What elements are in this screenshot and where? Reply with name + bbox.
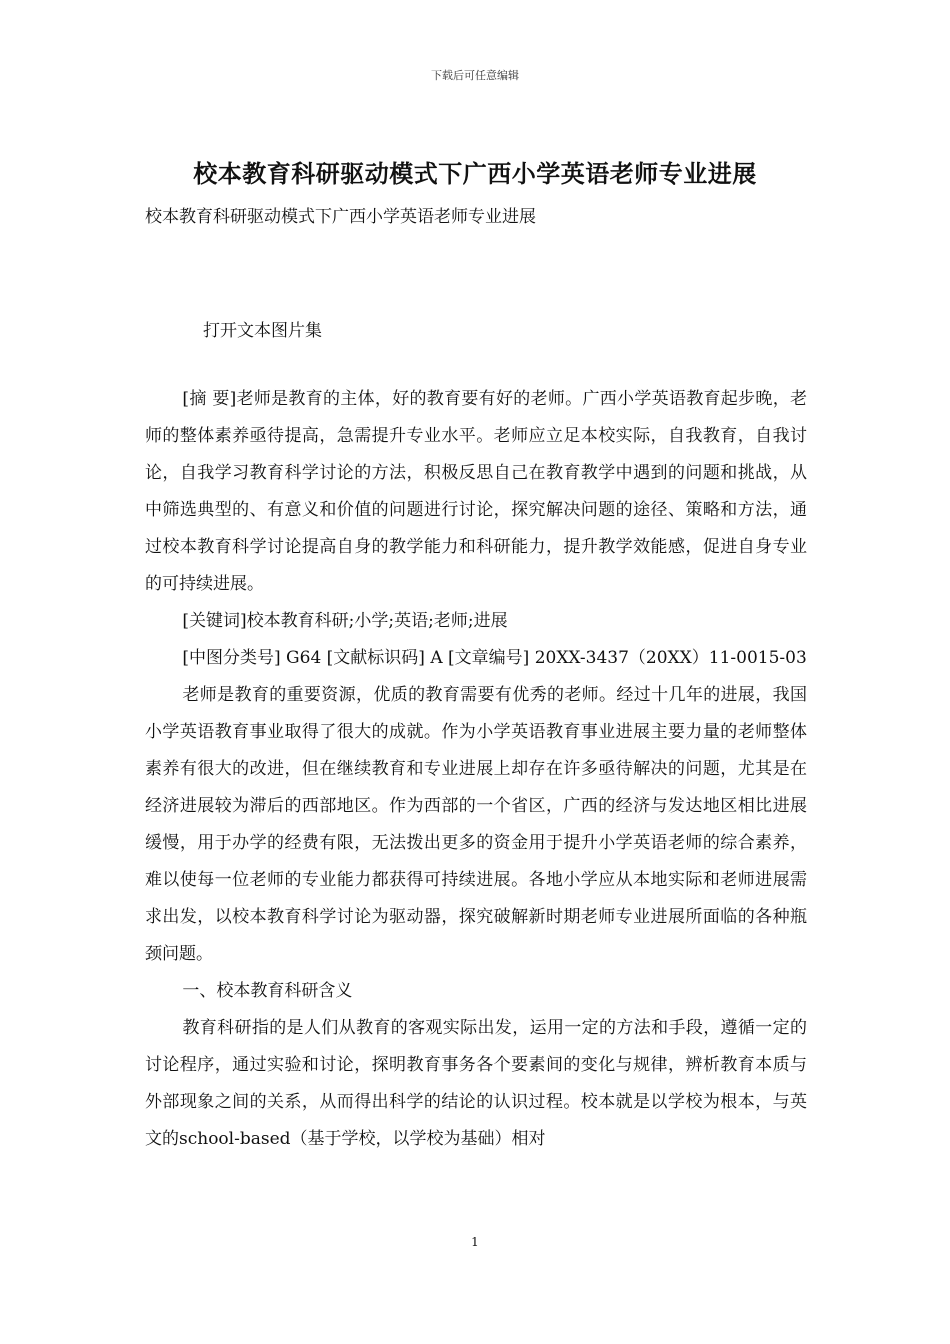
abstract-paragraph: [摘 要]老师是教育的主体，好的教育要有好的老师。广西小学英语教育起步晚，老师的整体素养亟待提高，急需提升专业水平。老师应立足本校实际，自我教育，自我讨论，自我学习教育科学讨论的方法，积极反思自己在教育教学中遇到的问题和挑战，从中筛选典型的、有意义和价值的问题进行讨论，探究解决问题的途径、策略和方法，通过校本教育科学讨论提高自身的教学能力和科研能力，提升教学效能感，促进自身专业的可持续进展。	[145, 389, 807, 594]
image-collection-link[interactable]: 打开文本图片集	[203, 321, 322, 341]
document-subtitle: 校本教育科研驱动模式下广西小学英语老师专业进展	[145, 207, 536, 227]
classification-paragraph: [中图分类号] G64 [文献标识码] A [文章编号] 20XX-3437（20XX）11-0015-03	[182, 648, 807, 668]
header-note: 下载后可任意编辑	[431, 69, 519, 82]
document-body	[145, 381, 807, 1158]
section-heading: 一、校本教育科研含义	[182, 981, 353, 1001]
body-paragraph: 教育科研指的是人们从教育的客观实际出发，运用一定的方法和手段，遵循一定的讨论程序，通过实验和讨论，探明教育事务各个要素间的变化与规律，辨析教育本质与外部现象之间的关系，从而得出科学的结论的认识过程。校本就是以学校为根本，与英文的school-based（基于学校，以学校为基础）相对	[145, 1018, 807, 1149]
page-number: 1	[471, 1235, 479, 1249]
document-title: 校本教育科研驱动模式下广西小学英语老师专业进展	[193, 159, 757, 188]
body-paragraph: 老师是教育的重要资源，优质的教育需要有优秀的老师。经过十几年的进展，我国小学英语教育事业取得了很大的成就。作为小学英语教育事业进展主要力量的老师整体素养有很大的改进，但在继续教育和专业进展上却存在许多亟待解决的问题，尤其是在经济进展较为滞后的西部地区。作为西部的一个省区，广西的经济与发达地区相比进展缓慢，用于办学的经费有限，无法拨出更多的资金用于提升小学英语老师的综合素养，难以使每一位老师的专业能力都获得可持续进展。各地小学应从本地实际和老师进展需求出发，以校本教育科学讨论为驱动器，探究破解新时期老师专业进展所面临的各种瓶颈问题。	[145, 685, 807, 964]
keywords-paragraph: [关键词]校本教育科研;小学;英语;老师;进展	[182, 611, 508, 631]
